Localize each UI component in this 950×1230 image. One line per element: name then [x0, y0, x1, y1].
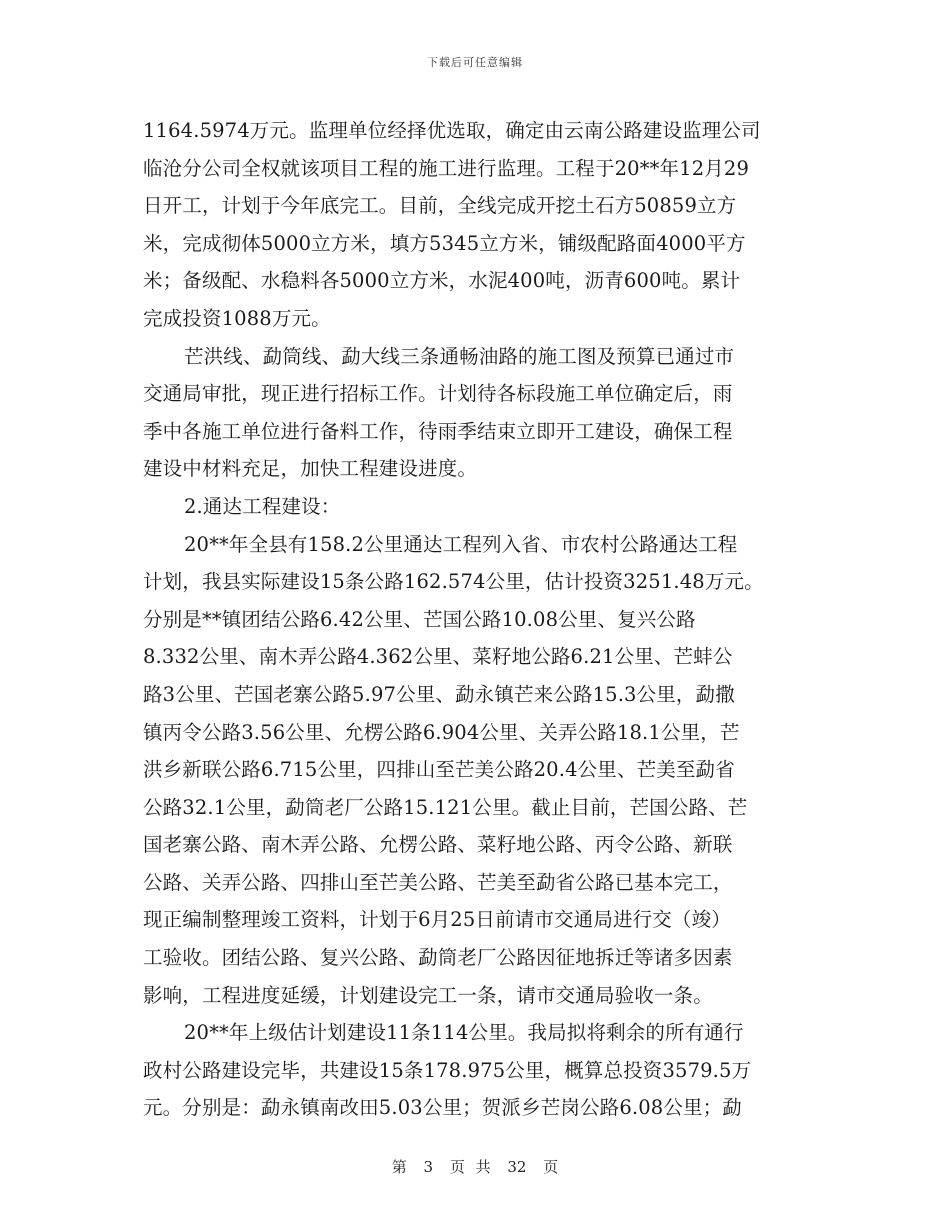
body-line: 米；备级配、水稳料各5000立方米，水泥400吨，沥青600吨。累计 — [143, 269, 741, 293]
body-line: 影响，工程进度延缓，计划建设完工一条，请市交通局验收一条。 — [143, 983, 713, 1007]
body-line: 国老寨公路、南木弄公路、允楞公路、菜籽地公路、丙令公路、新联 — [143, 833, 733, 857]
paragraph-start-line: 20**年上级估计划建设11条114公里。我局拟将剩余的所有通行 — [184, 1021, 744, 1045]
body-line: 镇丙令公路3.56公里、允楞公路6.904公里、关弄公路18.1公里，芒 — [143, 720, 740, 744]
body-line: 路3公里、芒国老寨公路5.97公里、勐永镇芒来公路15.3公里，勐撒 — [143, 682, 735, 706]
footer-prefix: 第 — [391, 1158, 407, 1176]
body-line: 元。分别是：勐永镇南改田5.03公里；贺派乡芒岗公路6.08公里；勐 — [143, 1096, 742, 1120]
body-line: 米，完成彻体5000立方米，填方5345立方米，铺级配路面4000平方 — [143, 231, 746, 255]
body-line: 政村公路建设完毕，共建设15条178.975公里，概算总投资3579.5万 — [143, 1058, 752, 1082]
page-total: 32 — [507, 1158, 527, 1176]
body-line: 季中各施工单位进行备料工作，待雨季结束立即开工建设，确保工程 — [143, 419, 733, 443]
body-line: 建设中材料充足，加快工程建设进度。 — [143, 457, 478, 481]
section-heading: 2.通达工程建设： — [184, 494, 341, 518]
body-line: 分别是**镇团结公路6.42公里、芒国公路10.08公里、复兴公路 — [143, 607, 696, 631]
body-line: 现正编制整理竣工资料，计划于6月25日前请市交通局进行交（竣） — [143, 908, 731, 932]
body-line: 计划，我县实际建设15条公路162.574公里，估计投资3251.48万元。 — [143, 570, 764, 594]
page-number: 3 — [423, 1158, 434, 1176]
body-line: 完成投资1088万元。 — [143, 306, 331, 330]
body-line: 8.332公里、南木弄公路4.362公里、菜籽地公路6.21公里、芒蚌公 — [143, 645, 733, 669]
body-line: 临沧分公司全权就该项目工程的施工进行监理。工程于20**年12月29 — [143, 156, 750, 180]
body-line: 洪乡新联公路6.715公里，四排山至芒美公路20.4公里、芒美至勐省 — [143, 758, 735, 782]
page-footer — [0, 1156, 950, 1177]
footer-suffix: 页 — [543, 1158, 559, 1176]
document-body — [143, 112, 813, 1127]
body-line: 公路、关弄公路、四排山至芒美公路、芒美至勐省公路已基本完工， — [143, 870, 733, 894]
footer-middle: 页 共 — [449, 1158, 491, 1176]
body-line: 日开工，计划于今年底完工。目前，全线完成开挖土石方50859立方 — [143, 194, 737, 218]
page-header: 下载后可任意编辑 — [427, 56, 523, 69]
body-line: 工验收。团结公路、复兴公路、勐筒老厂公路因征地拆迁等诸多因素 — [143, 946, 733, 970]
body-line: 公路32.1公里，勐筒老厂公路15.121公里。截止目前，芒国公路、芒 — [143, 795, 748, 819]
body-line: 1164.5974万元。监理单位经择优选取，确定由云南公路建设监理公司 — [143, 119, 761, 142]
body-line: 交通局审批，现正进行招标工作。计划待各标段施工单位确定后，雨 — [143, 382, 733, 406]
paragraph-start-line: 芒洪线、勐筒线、勐大线三条通畅油路的施工图及预算已通过市 — [184, 344, 735, 368]
paragraph-start-line: 20**年全县有158.2公里通达工程列入省、市农村公路通达工程 — [184, 532, 738, 556]
